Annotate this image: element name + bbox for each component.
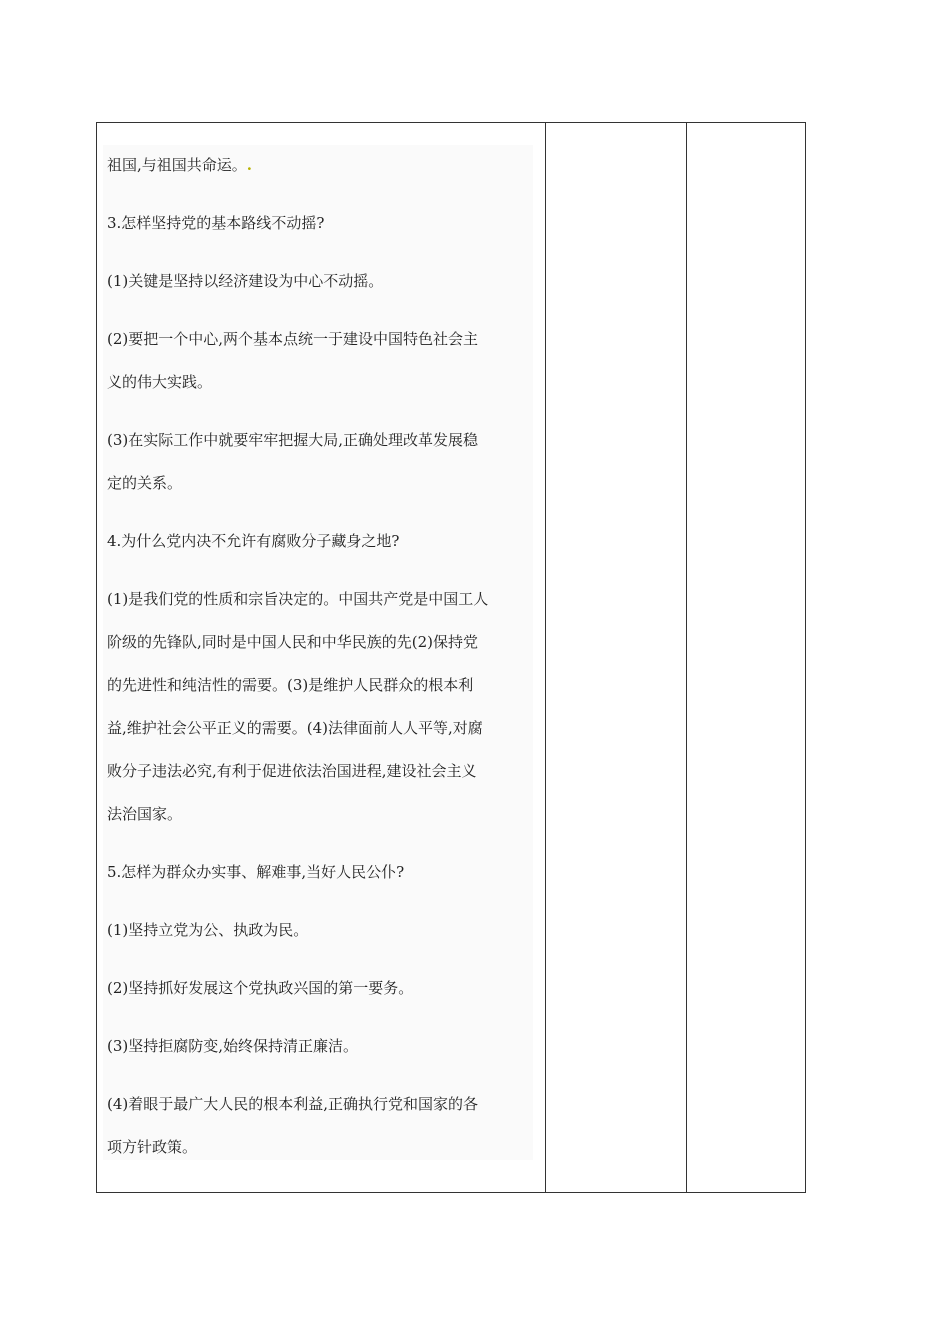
mark: . xyxy=(246,156,253,174)
text-line: (1)是我们党的性质和宗旨决定的。中国共产党是中国工人 xyxy=(107,590,489,608)
main-text-cell xyxy=(103,145,533,1160)
text-line: (4)着眼于最广大人民的根本利益,正确执行党和国家的各 xyxy=(107,1095,479,1113)
question-heading: 4.为什么党内决不允许有腐败分子藏身之地? xyxy=(107,532,400,550)
text-line: (2)要把一个中心,两个基本点统一于建设中国特色社会主 xyxy=(107,330,479,348)
text-line: (3)在实际工作中就要牢牢把握大局,正确处理改革发展稳 xyxy=(107,431,479,449)
text-line: (3)坚持拒腐防变,始终保持清正廉洁。 xyxy=(107,1037,359,1055)
text-line: 的先进性和纯洁性的需要。(3)是维护人民群众的根本利 xyxy=(107,676,474,694)
text-line: (2)坚持抓好发展这个党执政兴国的第一要务。 xyxy=(107,979,414,997)
question-heading: 3.怎样坚持党的基本路线不动摇? xyxy=(107,214,325,232)
question-heading: 5.怎样为群众办实事、解难事,当好人民公仆? xyxy=(107,863,405,881)
text-line: 败分子违法必究,有利于促进依法治国进程,建设社会主义 xyxy=(107,762,477,780)
content-table xyxy=(96,122,806,1193)
column-divider-1 xyxy=(545,123,546,1192)
text-line: (1)坚持立党为公、执政为民。 xyxy=(107,921,309,939)
text-line: 祖国,与祖国共命运。. xyxy=(107,156,253,174)
text-line: 义的伟大实践。 xyxy=(107,373,213,391)
text-line: 定的关系。 xyxy=(107,474,183,492)
text-line: (1)关键是坚持以经济建设为中心不动摇。 xyxy=(107,272,384,290)
text-line: 益,维护社会公平正义的需要。(4)法律面前人人平等,对腐 xyxy=(107,719,483,737)
text-line: 法治国家。 xyxy=(107,805,183,823)
text-line: 项方针政策。 xyxy=(107,1138,198,1156)
column-divider-2 xyxy=(686,123,687,1192)
text-line: 阶级的先锋队,同时是中国人民和中华民族的先(2)保持党 xyxy=(107,633,479,651)
